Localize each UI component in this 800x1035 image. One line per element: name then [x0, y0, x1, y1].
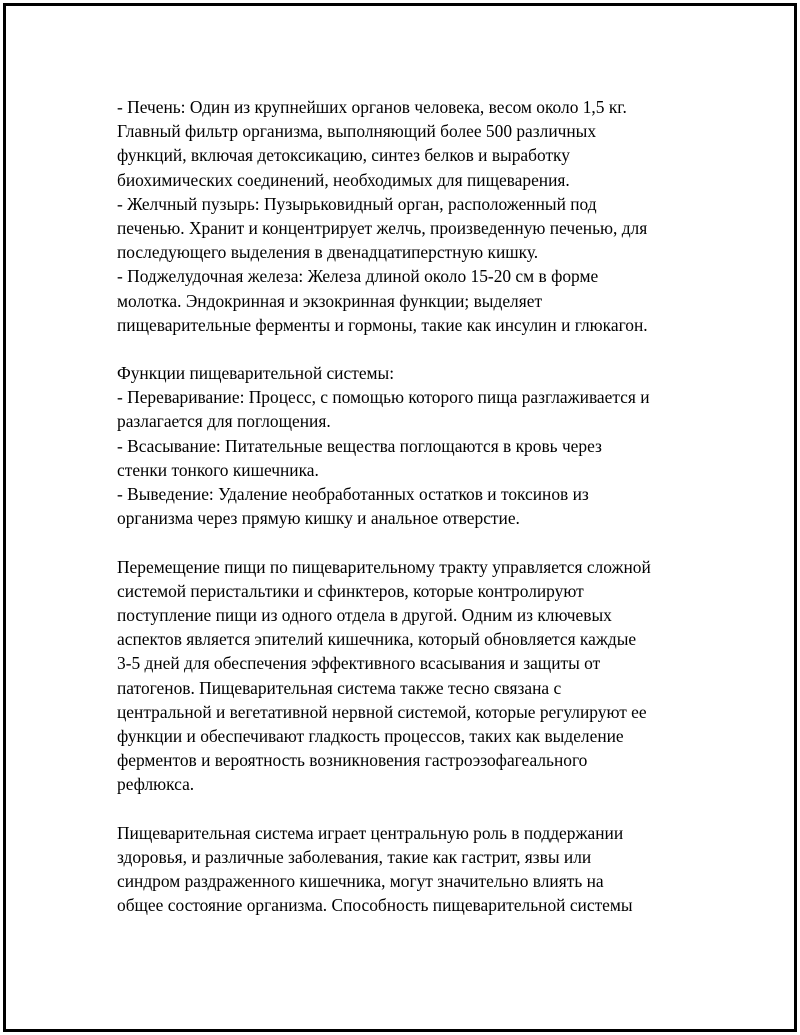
paragraph-gap [117, 530, 697, 554]
peristalsis-paragraph [117, 555, 697, 797]
text-line: патогенов. Пищеварительная система также тесно связана с [117, 677, 562, 698]
text-line: рефлюкса. [117, 774, 195, 795]
text-line: системой перистальтики и сфинктеров, которые контролируют [117, 580, 584, 601]
section-heading: Функции пищеварительной системы: [117, 363, 395, 384]
text-line: Пищеварительная система играет центральную роль в поддержании [117, 822, 624, 843]
text-line: - Переваривание: Процесс, с помощью которого пища разглаживается и [117, 387, 650, 408]
text-line: функций, включая детоксикацию, синтез белков и выработку [117, 145, 570, 166]
text-line: центральной и вегетативной нервной системой, которые регулируют ее [117, 701, 647, 722]
text-line: 3-5 дней для обеспечения эффективного всасывания и защиты от [117, 653, 601, 674]
paragraph-gap [117, 337, 697, 361]
text-line: Перемещение пищи по пищеварительному тракту управляется сложной [117, 556, 651, 577]
text-line: печенью. Хранит и концентрирует желчь, произведенную печенью, для [117, 217, 648, 238]
organs-paragraph [117, 95, 697, 337]
text-line: пищеварительные ферменты и гормоны, такие как инсулин и глюкагон. [117, 314, 648, 335]
text-line: поступление пищи из одного отдела в другой. Одним из ключевых [117, 604, 612, 625]
text-line: разлагается для поглощения. [117, 411, 331, 432]
functions-paragraph [117, 361, 697, 530]
text-line: функции и обеспечивают гладкость процессов, таких как выделение [117, 725, 624, 746]
document-body [117, 95, 697, 917]
text-line: - Выведение: Удаление необработанных остатков и токсинов из [117, 484, 589, 504]
text-line: Главный фильтр организма, выполняющий более 500 различных [117, 121, 597, 142]
text-line: стенки тонкого кишечника. [117, 459, 319, 480]
text-line: синдром раздраженного кишечника, могут значительно влиять на [117, 871, 604, 891]
text-line: последующего выделения в двенадцатиперстную кишку. [117, 242, 539, 263]
text-line: - Всасывание: Питательные вещества поглощаются в кровь через [117, 435, 602, 456]
health-paragraph [117, 821, 697, 918]
text-line: здоровья, и различные заболевания, такие как гастрит, язвы или [117, 846, 592, 867]
text-line: общее состояние организма. Способность пищеварительной системы [117, 895, 633, 916]
text-line: - Желчный пузырь: Пузырьковидный орган, расположенный под [117, 193, 597, 214]
text-line: аспектов является эпителий кишечника, который обновляется каждые [117, 629, 637, 650]
paragraph-gap [117, 796, 697, 820]
text-line: молотка. Эндокринная и экзокринная функции; выделяет [117, 290, 543, 311]
text-line: организма через прямую кишку и анальное отверстие. [117, 508, 520, 529]
text-line: - Печень: Один из крупнейших органов человека, весом около 1,5 кг. [117, 97, 627, 117]
text-line: биохимических соединений, необходимых для пищеварения. [117, 169, 570, 190]
text-line: - Поджелудочная железа: Железа длиной около 15-20 см в форме [117, 266, 599, 287]
text-line: ферментов и вероятность возникновения гастроэзофагеального [117, 750, 588, 771]
